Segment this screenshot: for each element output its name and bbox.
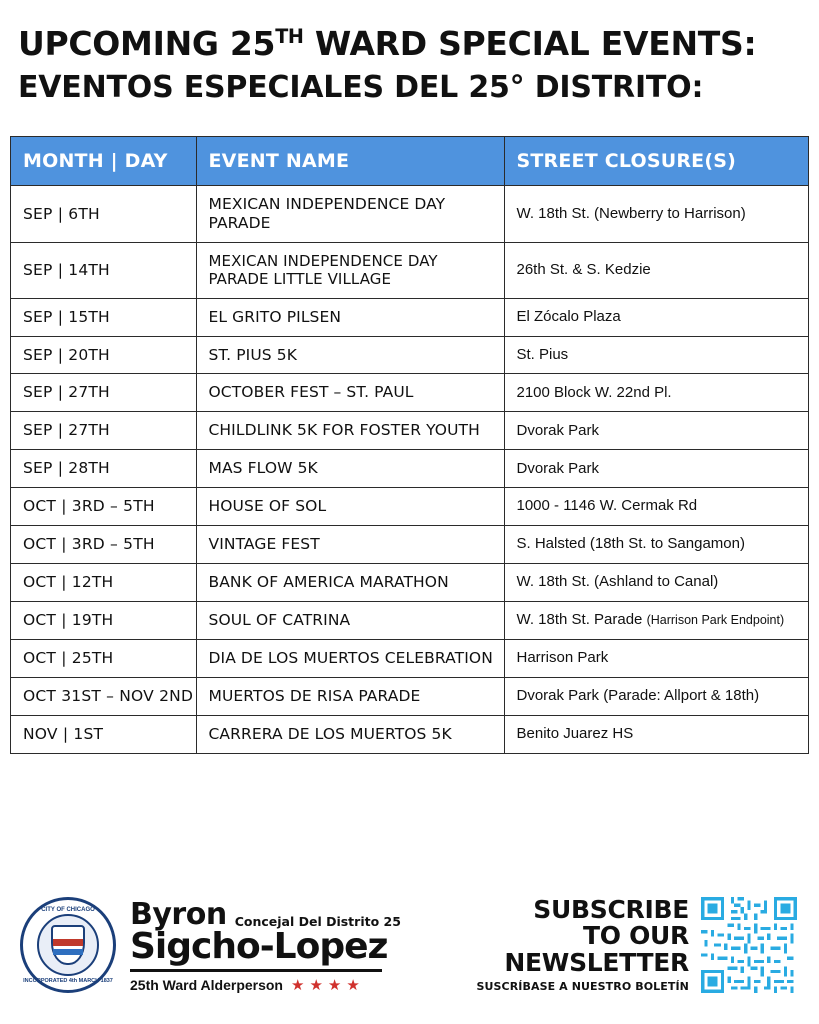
table-body bbox=[11, 186, 808, 753]
qr-code-icon[interactable] bbox=[701, 897, 797, 993]
table-row bbox=[11, 243, 808, 299]
chicago-stars bbox=[291, 978, 360, 993]
title-part-2: WARD SPECIAL EVENTS: bbox=[303, 24, 757, 63]
alderperson-name-block bbox=[130, 897, 401, 994]
cell-closure: Dvorak Park bbox=[504, 450, 808, 488]
events-table bbox=[11, 137, 808, 752]
cell-event: MEXICAN INDEPENDENCE DAY PARADE bbox=[196, 186, 504, 243]
cell-closure: Benito Juarez HS bbox=[504, 715, 808, 752]
table-row bbox=[11, 374, 808, 412]
name-divider bbox=[130, 969, 382, 972]
seal-top-text: CITY OF CHICAGO bbox=[41, 907, 95, 913]
table-header-row bbox=[11, 137, 808, 186]
cell-date: SEP | 27TH bbox=[11, 374, 196, 412]
table-row bbox=[11, 450, 808, 488]
qr-code-svg bbox=[701, 897, 797, 993]
concejal-title: Concejal Del Distrito 25 bbox=[234, 914, 401, 930]
table-header bbox=[11, 137, 808, 186]
cell-closure: W. 18th St. (Ashland to Canal) bbox=[504, 564, 808, 602]
table-row bbox=[11, 526, 808, 564]
cell-event: DIA DE LOS MUERTOS CELEBRATION bbox=[196, 639, 504, 677]
subscribe-text bbox=[476, 894, 689, 994]
cell-closure: Harrison Park bbox=[504, 639, 808, 677]
newsletter-subscribe-block bbox=[476, 894, 805, 994]
city-of-chicago-seal-icon bbox=[20, 897, 116, 993]
cell-date: OCT | 19TH bbox=[11, 601, 196, 639]
cell-event: OCTOBER FEST – ST. PAUL bbox=[196, 374, 504, 412]
ward-row bbox=[130, 977, 401, 993]
page-title-english bbox=[18, 24, 803, 64]
cell-event: CHILDLINK 5K FOR FOSTER YOUTH bbox=[196, 412, 504, 450]
first-name: Byron bbox=[130, 896, 227, 932]
table-row bbox=[11, 564, 808, 602]
closure-main: W. 18th St. Parade bbox=[516, 611, 647, 629]
star-icon: ★ bbox=[346, 976, 360, 994]
star-icon: ★ bbox=[291, 976, 305, 994]
title-ordinal-suffix: TH bbox=[275, 25, 304, 48]
cell-closure: Dvorak Park (Parade: Allport & 18th) bbox=[504, 677, 808, 715]
table-row bbox=[11, 488, 808, 526]
column-header-event-name: EVENT NAME bbox=[196, 137, 504, 186]
cell-event: ST. PIUS 5K bbox=[196, 336, 504, 374]
star-icon: ★ bbox=[309, 976, 323, 994]
cell-date: OCT 31ST – NOV 2ND bbox=[11, 677, 196, 715]
column-header-street-closure: STREET CLOSURE(S) bbox=[504, 137, 808, 186]
table-row bbox=[11, 186, 808, 243]
seal-band-red bbox=[53, 939, 83, 946]
cell-closure: 1000 - 1146 W. Cermak Rd bbox=[504, 488, 808, 526]
column-header-month-day: MONTH | DAY bbox=[11, 137, 196, 186]
table-row bbox=[11, 639, 808, 677]
cell-event: HOUSE OF SOL bbox=[196, 488, 504, 526]
cell-date: OCT | 3RD – 5TH bbox=[11, 526, 196, 564]
cell-event: VINTAGE FEST bbox=[196, 526, 504, 564]
cell-date: SEP | 6TH bbox=[11, 186, 196, 243]
cell-date: NOV | 1ST bbox=[11, 715, 196, 752]
star-icon: ★ bbox=[327, 976, 342, 994]
cell-date: SEP | 27TH bbox=[11, 412, 196, 450]
cell-date: SEP | 14TH bbox=[11, 243, 196, 299]
cell-date: OCT | 3RD – 5TH bbox=[11, 488, 196, 526]
table-row bbox=[11, 601, 808, 639]
table-row bbox=[11, 336, 808, 374]
cell-closure: W. 18th St. (Newberry to Harrison) bbox=[516, 205, 746, 222]
table-row bbox=[11, 677, 808, 715]
cell-date: SEP | 20TH bbox=[11, 336, 196, 374]
cell-date: SEP | 15TH bbox=[11, 298, 196, 336]
cell-closure: St. Pius bbox=[504, 336, 808, 374]
cell-event: EL GRITO PILSEN bbox=[196, 298, 504, 336]
subscribe-line-1: SUBSCRIBE bbox=[533, 894, 689, 924]
cell-event: SOUL OF CATRINA bbox=[196, 601, 504, 639]
seal-band-blue bbox=[53, 949, 83, 955]
subscribe-line-2: TO OUR bbox=[582, 921, 689, 951]
page-title-spanish: EVENTOS ESPECIALES DEL 25° DISTRITO: bbox=[18, 70, 704, 106]
table-row bbox=[11, 412, 808, 450]
title-part-1: UPCOMING 25 bbox=[18, 24, 276, 63]
cell-closure: El Zócalo Plaza bbox=[504, 298, 808, 336]
cell-event: MAS FLOW 5K bbox=[196, 450, 504, 488]
table-row bbox=[11, 298, 808, 336]
page-heading bbox=[0, 0, 819, 106]
cell-closure: 2100 Block W. 22nd Pl. bbox=[504, 374, 808, 412]
events-table-container bbox=[10, 136, 809, 753]
seal-inner bbox=[37, 914, 99, 976]
name-row bbox=[130, 896, 401, 932]
cell-date: OCT | 25TH bbox=[11, 639, 196, 677]
seal-shield-icon bbox=[51, 925, 85, 965]
cell-closure: Dvorak Park bbox=[504, 412, 808, 450]
cell-event: MEXICAN INDEPENDENCE DAY PARADE LITTLE VILLAGE bbox=[196, 243, 504, 299]
cell-closure: S. Halsted (18th St. to Sangamon) bbox=[504, 526, 808, 564]
seal-bottom-text: INCORPORATED 4th MARCH 1837 bbox=[23, 978, 113, 984]
cell-event: BANK OF AMERICA MARATHON bbox=[196, 564, 504, 602]
cell-date: SEP | 28TH bbox=[11, 450, 196, 488]
cell-closure bbox=[504, 601, 808, 639]
last-name: Sigcho-Lopez bbox=[130, 926, 388, 968]
footer bbox=[0, 874, 819, 1024]
cell-event: MUERTOS DE RISA PARADE bbox=[196, 677, 504, 715]
ward-title: 25th Ward Alderperson bbox=[130, 977, 283, 994]
cell-date: OCT | 12TH bbox=[11, 564, 196, 602]
cell-event: CARRERA DE LOS MUERTOS 5K bbox=[196, 715, 504, 752]
table-row bbox=[11, 715, 808, 752]
cell-closure: 26th St. & S. Kedzie bbox=[504, 243, 808, 299]
subscribe-line-spanish: SUSCRÍBASE A NUESTRO BOLETÍN bbox=[476, 980, 689, 994]
subscribe-line-3: NEWSLETTER bbox=[504, 947, 689, 977]
closure-note: (Harrison Park Endpoint) bbox=[646, 613, 785, 628]
